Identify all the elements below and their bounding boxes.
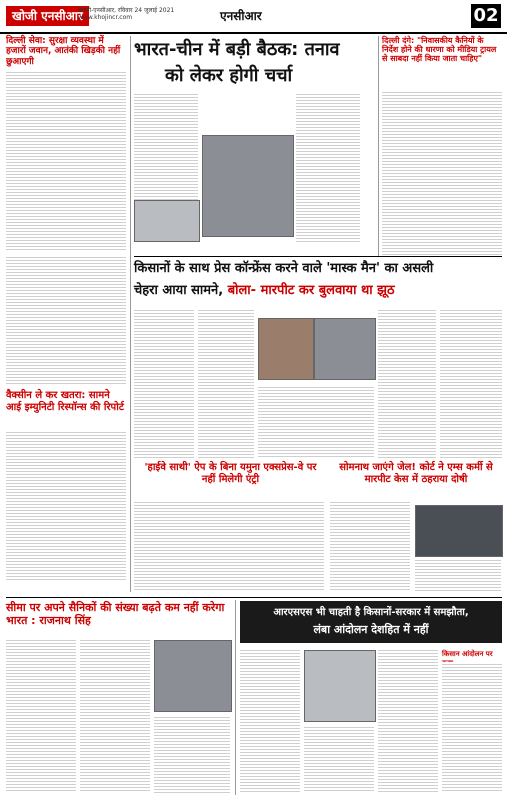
main-headline-line1: भारत-चीन में बड़ी बैठक: तनाव: [134, 39, 340, 60]
bottom-left-body-1: [6, 638, 76, 793]
farmers-body-2: [198, 308, 254, 458]
right-top-body: [382, 90, 502, 255]
court-headline: सोमनाथ जाएंगे जेल! कोर्ट ने एम्स कर्मी से मारपीट केस में ठहराया दोषी: [339, 462, 493, 485]
right-top-headline: दिल्ली दंगे: "निवासकीय कैनियों के निर्देश होने की धारणा को मीडिया ट्रायल से साबदा नहीं किया जाता चाहिए": [382, 36, 497, 64]
farmers-body-4: [378, 308, 436, 458]
rss-body-3: [378, 648, 438, 793]
left-mid-body: [6, 255, 126, 385]
rss-headline-banner: [240, 601, 502, 643]
column-rule: [235, 600, 236, 795]
bottom-divider: [6, 597, 502, 598]
mask-man-photo-2: [314, 318, 376, 380]
column-rule: [378, 36, 379, 256]
rss-body-2: [304, 725, 374, 793]
rss-body-1: [240, 648, 300, 793]
masthead: [0, 0, 507, 34]
farmers-headline-line2: [134, 284, 502, 299]
masthead-meta: [78, 7, 174, 21]
vaccine-body: [6, 430, 126, 580]
masthead-date: दिल्ली-एनसीआर, रविवार 24 जुलाई 2021: [78, 7, 175, 14]
farmers-headline-red: बोला- मारपीट कर बुलवाया था झूठ: [227, 283, 395, 298]
bottom-left-body-2: [80, 638, 150, 793]
masthead-website: www.khojincr.com: [78, 14, 133, 21]
farmers-body-1: [134, 308, 194, 458]
mask-man-photo-1: [258, 318, 314, 380]
court-photo: [415, 505, 503, 557]
page-number: 02: [471, 4, 501, 28]
rss-headline-line2: लंबा आंदोलन देशहित में नहीं: [313, 623, 429, 636]
newspaper-logo: खोजी एनसीआर: [6, 6, 89, 26]
court-body-2: [415, 558, 501, 592]
farmers-body-3: [258, 385, 374, 458]
rss-headline-line1: आरएसएस भी चाहती है किसानों-सरकार में समझौता,: [273, 607, 469, 618]
main-headline-line2: को लेकर होगी चर्चा: [165, 65, 293, 86]
farmers-headline-line1: किसानों के साथ प्रेस कॉन्फ्रेंस करने वाले 'मास्क मैन' का असली: [134, 261, 434, 276]
rss-body-4: [442, 662, 502, 793]
highway-headline: 'हाईवे साथी' ऐप के बिना यमुना एक्सप्रेस-वे पर नहीं मिलेगी एंट्री: [144, 462, 317, 485]
rss-side-caption: किसान आंदोलन पर: [442, 650, 493, 658]
court-body-1: [330, 500, 410, 592]
rajnath-photo: [154, 640, 232, 712]
rss-photo: [304, 650, 376, 722]
farmers-body-5: [440, 308, 502, 458]
left-top-body: [6, 70, 126, 250]
meeting-photo: [134, 200, 200, 242]
section-divider: [134, 256, 502, 257]
bottom-left-body-3: [154, 715, 230, 793]
column-rule: [130, 36, 131, 592]
border-photo: [202, 135, 294, 237]
vaccine-headline: वैक्सीन ले कर खतरा: सामने आई इम्युनिटी रिस्पॉन्स की रिपोर्ट: [6, 390, 124, 413]
farmers-headline-black: चेहरा आया सामने,: [134, 283, 228, 298]
highway-body: [134, 500, 324, 592]
bottom-left-headline: सीमा पर अपने सैनिकों की संख्या बढ़ते कम नहीं करेगा भारत : राजनाथ सिंह: [6, 601, 225, 627]
main-story-body-2: [296, 92, 360, 242]
left-top-headline: दिल्ली सेवा: सुरक्षा व्यवस्था में हजारों जवान, आतंकी खिड़की नहीं छुआएगी: [6, 36, 121, 67]
section-title: एनसीआर: [220, 9, 262, 23]
